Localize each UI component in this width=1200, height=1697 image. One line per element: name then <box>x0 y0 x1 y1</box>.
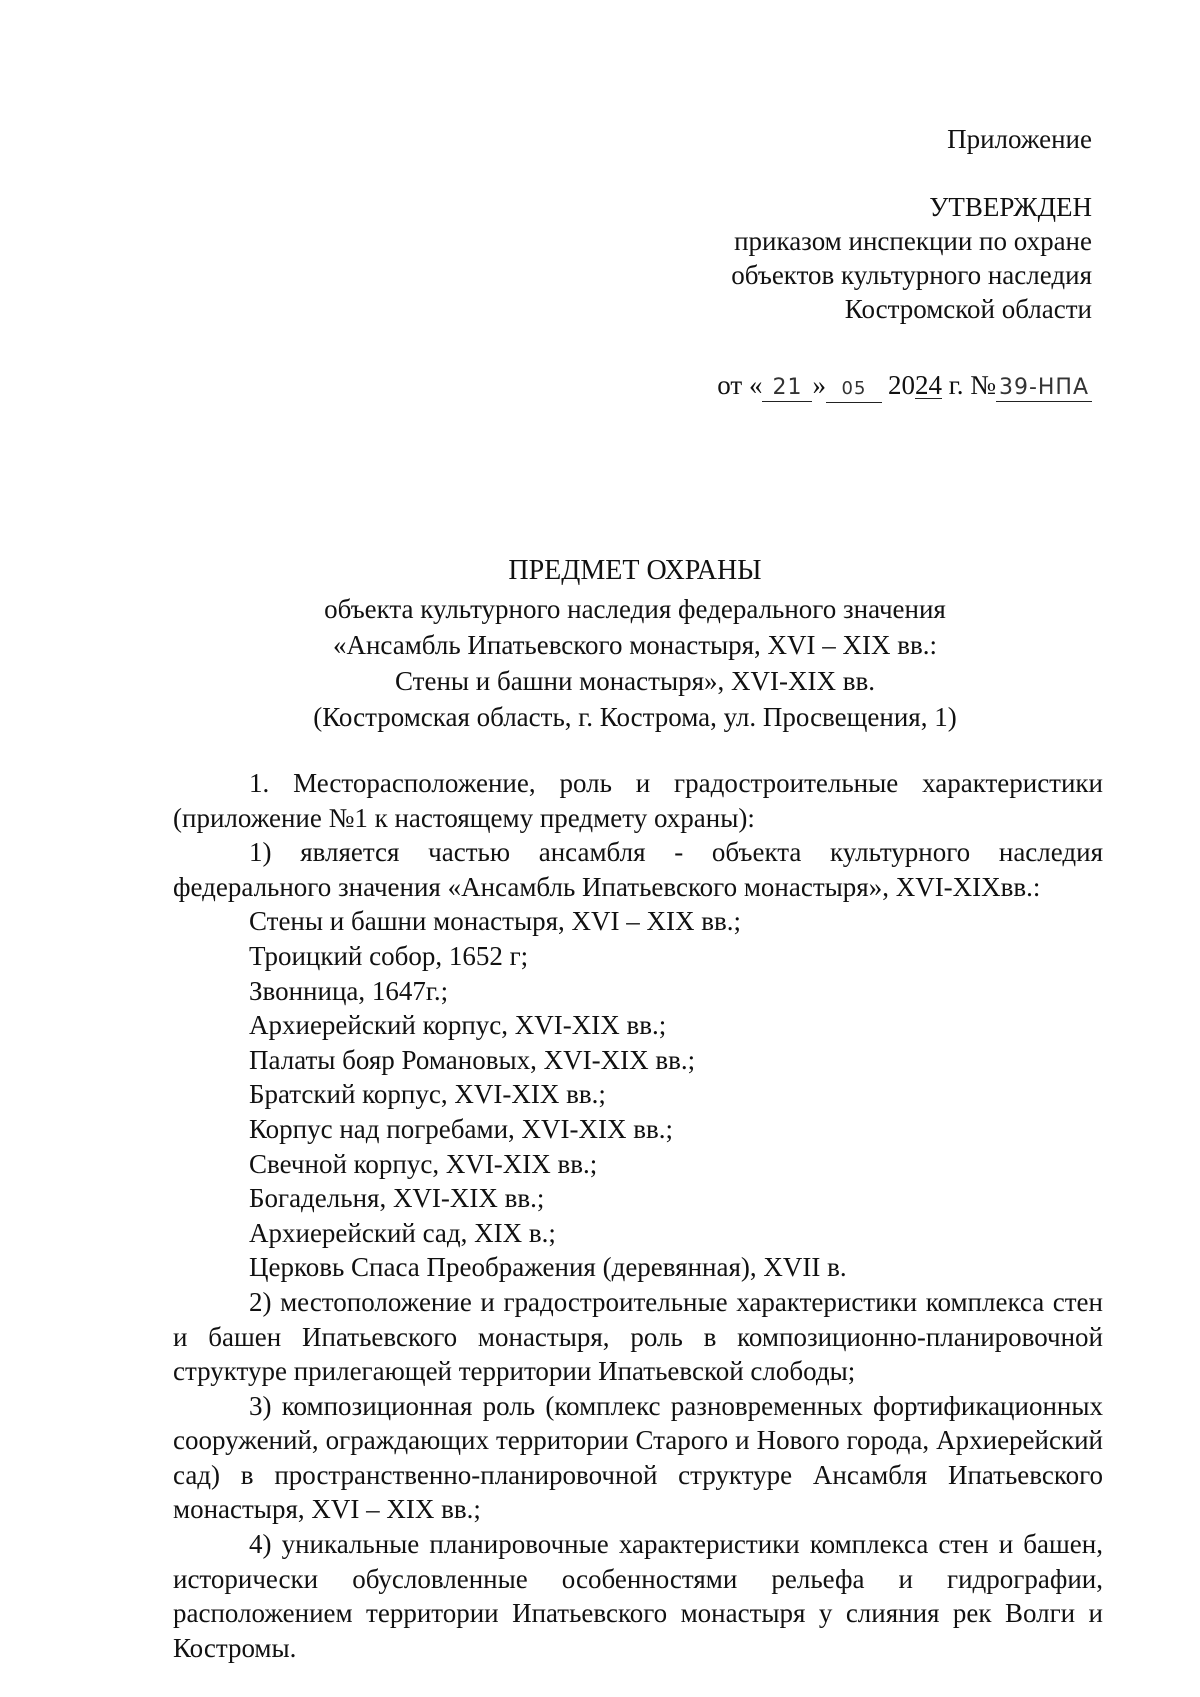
title-line-1: объекта культурного наследия федерального значения <box>324 594 946 624</box>
document-title: ПРЕДМЕТ ОХРАНЫ <box>508 555 762 586</box>
order-number-handwritten: 39-НПА <box>996 375 1092 402</box>
date-prefix: от « <box>717 370 763 400</box>
item-1: 1) является частью ансамбля - объекта культурного наследия федерального значения «Ансамбль Ипатьевского монастыря», XVI-XIXвв.: <box>173 837 1103 902</box>
document-body <box>173 766 1103 1665</box>
title-line-4: (Костромская область, г. Кострома, ул. Просвещения, 1) <box>313 702 957 732</box>
date-year-prefix: 20 <box>887 370 915 400</box>
order-date-line <box>717 368 1092 403</box>
item-3: 3) композиционная роль (комплекс разновременных фортификационных сооружений, ограждающих территории Старого и Нового города, Архиерейский сад) в пространственно-планировочной структуре Ансамбля Ипатьевского монастыря, XVI – XIX вв.; <box>173 1390 1103 1525</box>
object-list-item: Архиерейский корпус, XVI-XIX вв.; <box>249 1010 667 1041</box>
object-list-item: Корпус над погребами, XVI-XIX вв.; <box>249 1113 673 1144</box>
approved-by-line-2: объектов культурного наследия <box>731 260 1092 290</box>
title-line-2: «Ансамбль Ипатьевского монастыря, XVI – XIX вв.: <box>332 630 938 660</box>
section-1-heading: 1. Месторасположение, роль и градостроительные характеристики (приложение №1 к настоящему предмету охраны): <box>173 768 1103 833</box>
object-list-item: Свечной корпус, XVI-XIX вв.; <box>249 1148 598 1179</box>
date-month-handwritten: 05 <box>826 376 882 403</box>
date-year-after: г. № <box>941 370 996 400</box>
appendix-label: Приложение <box>947 124 1092 154</box>
date-day-handwritten: 21 <box>762 375 812 402</box>
date-day-close: » <box>812 370 826 400</box>
object-list-item: Троицкий собор, 1652 г; <box>249 940 529 971</box>
object-list-item: Архиерейский сад, XIX в.; <box>249 1217 556 1248</box>
approved-by-line-3: Костромской области <box>844 294 1092 324</box>
object-list-item: Церковь Спаса Преображения (деревянная), XVII в. <box>249 1252 847 1283</box>
object-list-item: Звонница, 1647г.; <box>249 975 449 1006</box>
document-title-block <box>170 553 1100 735</box>
object-list-item: Палаты бояр Романовых, XVI-XIX вв.; <box>249 1044 696 1075</box>
item-4: 4) уникальные планировочные характеристики комплекса стен и башен, исторически обусловленные особенностями рельефа и гидрографии, расположением территории Ипатьевского монастыря у слияния рек Волги и Костромы. <box>173 1529 1103 1663</box>
object-list-item: Богадельня, XVI-XIX вв.; <box>249 1183 545 1214</box>
approved-by-line-1: приказом инспекции по охране <box>734 226 1092 256</box>
date-year-suffix: 24 <box>914 370 942 400</box>
object-list-item: Стены и башни монастыря, XVI – XIX вв.; <box>249 906 741 937</box>
object-list-item: Братский корпус, XVI-XIX вв.; <box>249 1079 606 1110</box>
item-2: 2) местоположение и градостроительные характеристики комплекса стен и башен Ипатьевского монастыря, роль в композиционно-планировочной структуре прилегающей территории Ипатьевской слободы; <box>173 1286 1103 1387</box>
title-line-3: Стены и башни монастыря», XVI-XIX вв. <box>395 666 875 696</box>
approved-label: УТВЕРЖДЕН <box>929 192 1092 222</box>
